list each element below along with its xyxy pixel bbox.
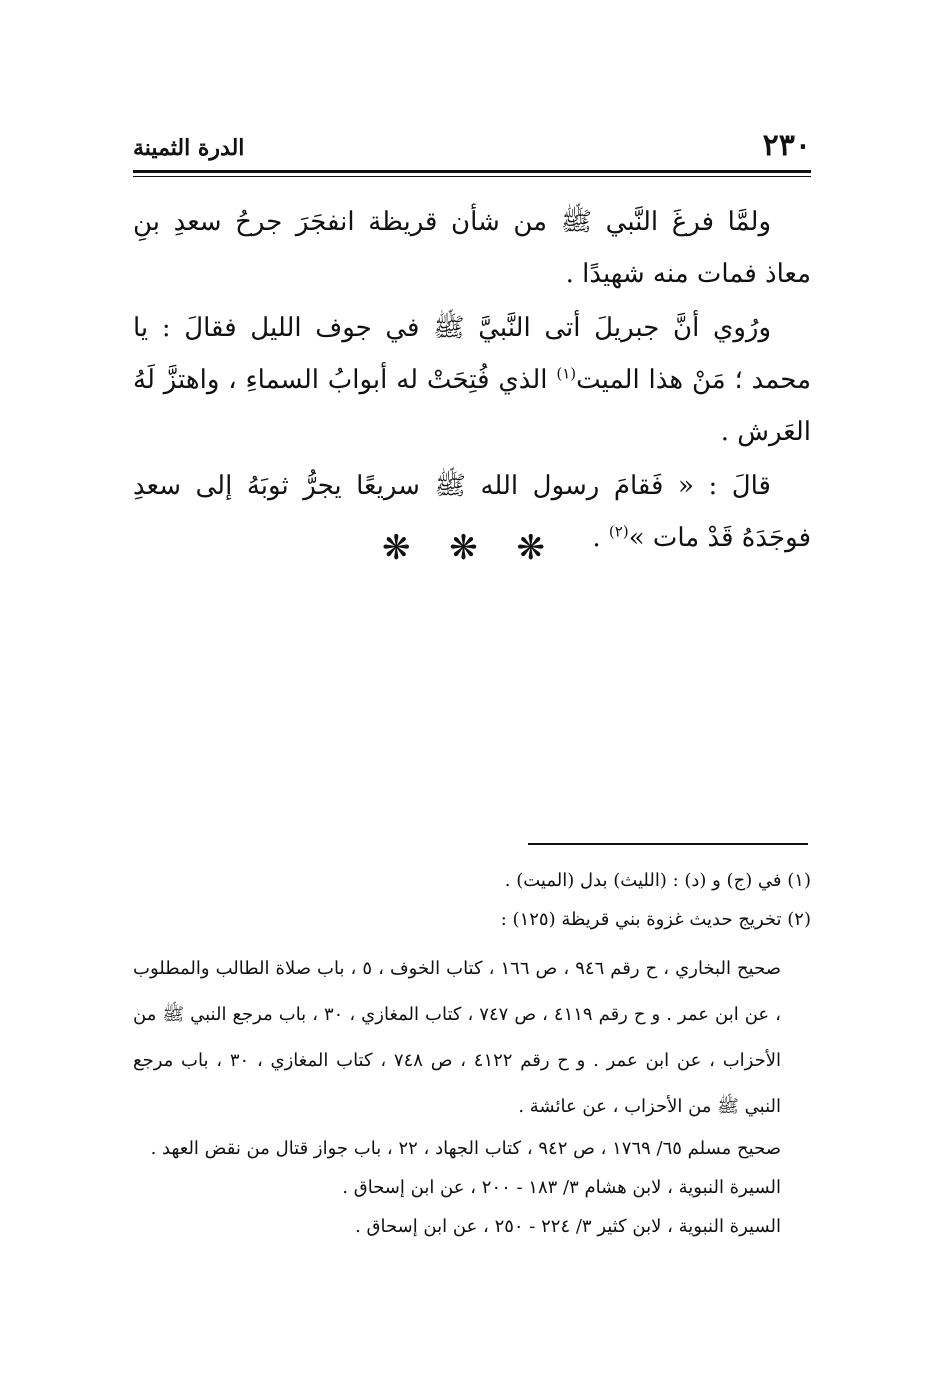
source-entry: صحيح مسلم ٦٥/ ١٧٦٩ ، ص ٩٤٢ ، كتاب الجهاد ، ٢٢ ، باب جواز قتال من نقض العهد . (150, 1138, 781, 1159)
footnote-2-title: (٢) تخريج حديث غزوة بني قريظة (١٢٥) : (500, 909, 811, 930)
paragraph-text: ورُوي أنَّ جبريلَ أتى النَّبيَّ ﷺ في جوف الليل فقالَ : يا محمد ؛ مَنْ هذا الميت (133, 313, 811, 395)
section-separator: ❋ ❋ ❋ (381, 528, 560, 568)
source-entry: السيرة النبوية ، لابن كثير ٣/ ٢٢٤ - ٢٥٠ ، عن ابن إسحاق . (355, 1216, 781, 1237)
footnote-1: (١) في (ج) و (د) : (الليث) بدل (الميت) . (504, 870, 811, 891)
header-rule-thin (133, 176, 811, 177)
paragraph: ولمَّا فرغَ النَّبي ﷺ من شأن قريظة انفجَرَ جرحُ سعدِ بنِ معاذ فمات منه شهيدًا . (133, 207, 811, 289)
paragraph-text: الذي فُتِحَتْ له أبوابُ السماءِ ، واهتزَّ لَهُ العَرش . (133, 365, 811, 447)
page-header (133, 128, 811, 172)
source-entry: السيرة النبوية ، لابن هشام ٣/ ١٨٣ - ٢٠٠ ، عن ابن إسحاق . (342, 1177, 781, 1198)
main-text (133, 196, 811, 566)
paragraph-end: . (592, 523, 609, 553)
footnote-marker: (١) (556, 364, 577, 383)
footnote-marker: (٢) (608, 522, 629, 541)
page-number: ٢٣٠ (762, 128, 811, 163)
footnote-2-sources (133, 946, 781, 1241)
footnote-rule (528, 843, 808, 845)
header-rule (133, 170, 811, 173)
source-entry: صحيح البخاري ، ح رقم ٩٤٦ ، ص ١٦٦ ، كتاب الخوف ، ٥ ، باب صلاة الطالب والمطلوب ، عن ابن عمر . و ح رقم ٤١١٩ ، ص ٧٤٧ ، كتاب المغازي ، ٣٠ ، باب مرجع النبي ﷺ من الأحزاب ، عن ابن عمر . و ح رقم ٤١٢٢ ، ص ٧٤٨ ، كتاب المغازي ، ٣٠ ، باب مرجع النبي ﷺ من الأحزاب ، عن عائشة . (133, 958, 781, 1117)
footnotes (133, 866, 811, 1251)
paragraph-text: قالَ : « فَقامَ رسول الله ﷺ سريعًا يجرُّ ثوبَهُ إلى سعدِ فوجَدَهُ قَدْ مات » (133, 471, 811, 553)
running-title: الدرة الثمينة (133, 135, 245, 161)
paragraph (133, 302, 811, 458)
